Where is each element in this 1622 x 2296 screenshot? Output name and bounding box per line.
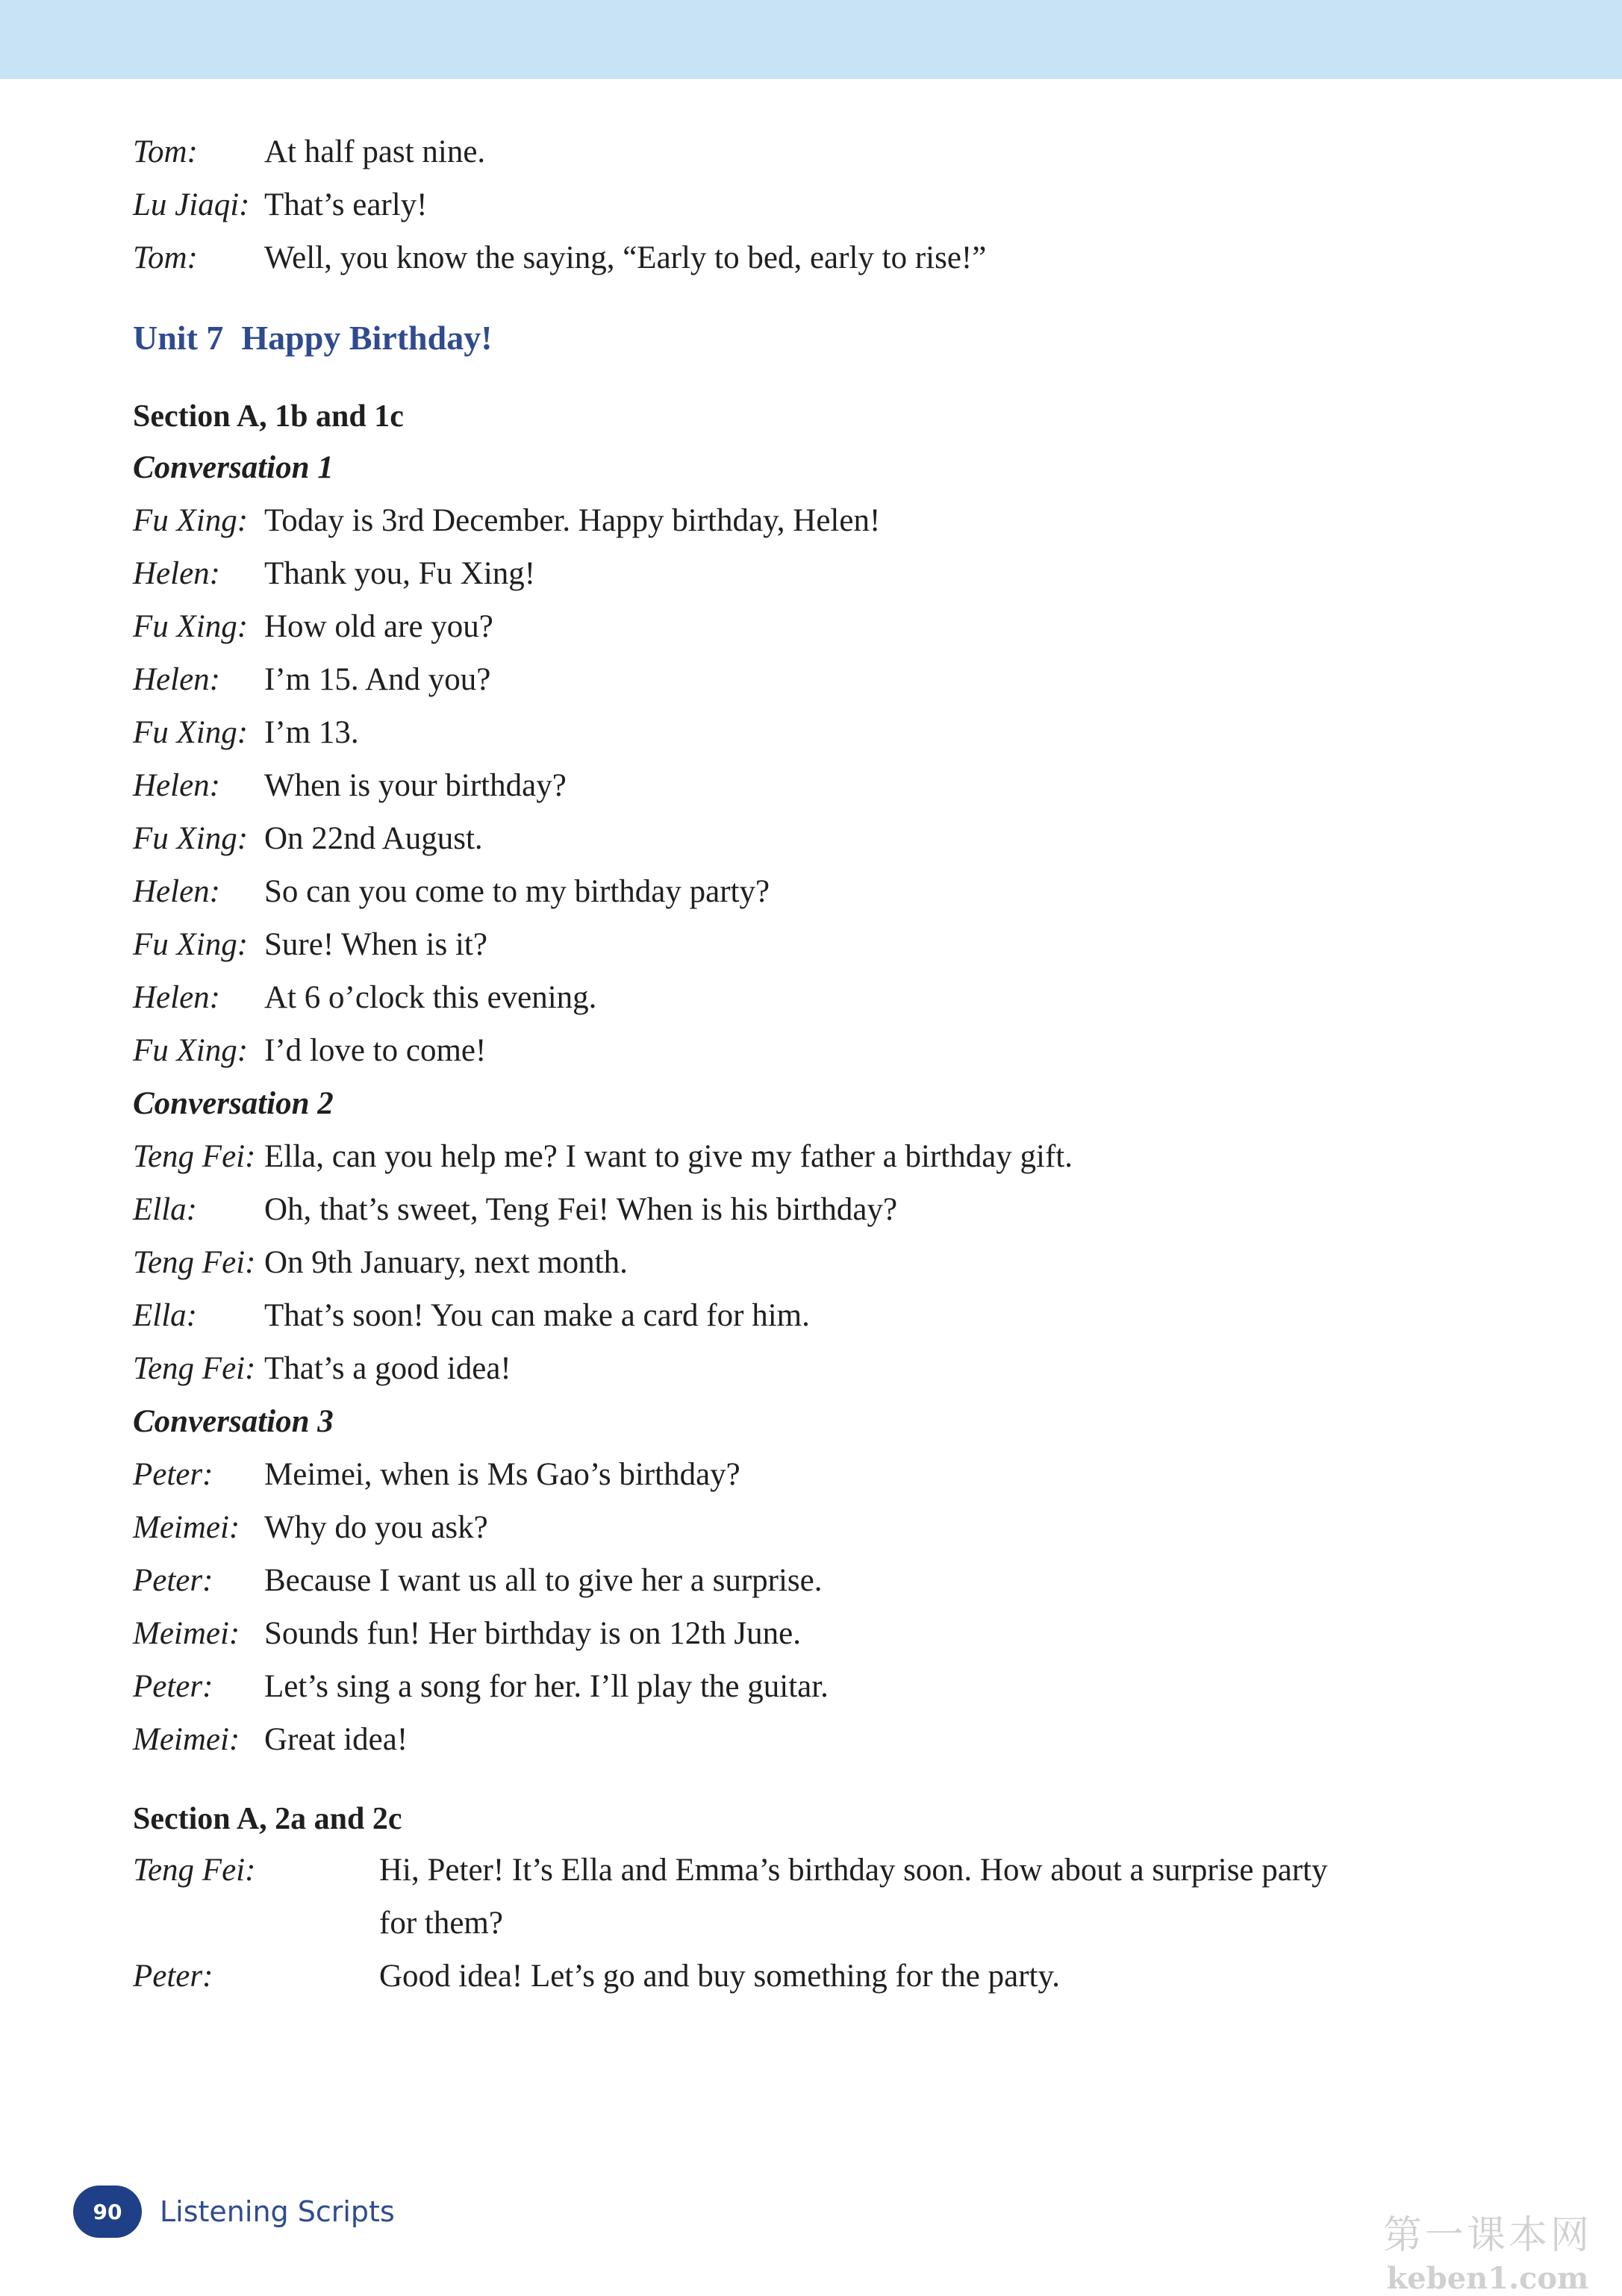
- utterance: That’s early!: [264, 187, 428, 222]
- dialogue-line: [133, 600, 1476, 653]
- speaker: Fu Xing:: [133, 609, 249, 644]
- page-number-badge: 90: [73, 2186, 142, 2238]
- unit-number: Unit 7: [133, 319, 224, 357]
- speaker: Meimei:: [133, 1510, 240, 1545]
- dialogue-line: [133, 1342, 1476, 1395]
- dialogue-line: [133, 178, 1476, 231]
- dialogue-line: [133, 1024, 1476, 1077]
- unit-heading: [133, 311, 1476, 365]
- dialogue-line-continuation: [133, 1897, 1476, 1950]
- dialogue-line: [133, 125, 1476, 178]
- previous-dialogue: [133, 125, 1476, 284]
- dialogue-line: [133, 1713, 1476, 1766]
- utterance: Today is 3rd December. Happy birthday, Helen!: [264, 503, 881, 538]
- dialogue-line: [133, 865, 1476, 918]
- top-banner: [0, 0, 1622, 79]
- unit-title: Happy Birthday!: [241, 319, 493, 357]
- speaker: Fu Xing:: [133, 503, 249, 538]
- utterance: I’m 15. And you?: [264, 662, 491, 697]
- utterance: Thank you, Fu Xing!: [264, 556, 536, 591]
- utterance: Hi, Peter! It’s Ella and Emma’s birthday soon. How about a surprise party: [379, 1853, 1328, 1888]
- dialogue-line: [133, 494, 1476, 547]
- dialogue-line: [133, 1844, 1476, 1897]
- utterance: Let’s sing a song for her. I’ll play the guitar.: [264, 1669, 829, 1704]
- utterance: Oh, that’s sweet, Teng Fei! When is his birthday?: [264, 1192, 898, 1227]
- dialogue-line: [133, 918, 1476, 971]
- dialogue-line: [133, 1660, 1476, 1713]
- dialogue-line: [133, 547, 1476, 600]
- utterance: At 6 o’clock this evening.: [264, 980, 597, 1015]
- speaker: Peter:: [133, 1669, 213, 1704]
- watermark-text: 第一课本网: [1382, 2213, 1592, 2258]
- utterance: Ella, can you help me? I want to give my father a birthday gift.: [264, 1139, 1073, 1174]
- dialogue-line: [133, 653, 1476, 706]
- dialogue-line: [133, 1950, 1476, 2003]
- speaker: Meimei:: [133, 1616, 240, 1651]
- speaker: Teng Fei:: [133, 1139, 256, 1174]
- speaker: Peter:: [133, 1959, 213, 1994]
- speaker: Teng Fei:: [133, 1351, 256, 1386]
- utterance: Meimei, when is Ms Gao’s birthday?: [264, 1457, 740, 1492]
- dialogue-line: [133, 971, 1476, 1024]
- speaker: Teng Fei:: [133, 1853, 256, 1888]
- utterance: Good idea! Let’s go and buy something for the party.: [379, 1959, 1060, 1994]
- utterance: That’s a good idea!: [264, 1351, 511, 1386]
- speaker: Ella:: [133, 1192, 197, 1227]
- speaker: Helen:: [133, 980, 220, 1015]
- page-footer: [73, 2186, 395, 2238]
- utterance: When is your birthday?: [264, 768, 567, 803]
- speaker: Fu Xing:: [133, 927, 249, 962]
- dialogue-line: [133, 231, 1476, 284]
- dialogue-line: [133, 1289, 1476, 1342]
- listening-scripts-content: [133, 125, 1476, 2003]
- speaker: Helen:: [133, 662, 220, 697]
- utterance: Why do you ask?: [264, 1510, 488, 1545]
- speaker: Tom:: [133, 134, 198, 169]
- running-footer-title: Listening Scripts: [160, 2195, 395, 2228]
- utterance: Sounds fun! Her birthday is on 12th June.: [264, 1616, 801, 1651]
- speaker: Helen:: [133, 768, 220, 803]
- dialogue-line: [133, 1501, 1476, 1554]
- dialogue-line: [133, 1607, 1476, 1660]
- speaker: Peter:: [133, 1563, 213, 1598]
- utterance: Because I want us all to give her a surprise.: [264, 1563, 823, 1598]
- dialogue-line: [133, 706, 1476, 759]
- dialogue-line: [133, 759, 1476, 812]
- speaker: Ella:: [133, 1298, 197, 1333]
- speaker: Helen:: [133, 556, 220, 591]
- dialogue-line: [133, 1183, 1476, 1236]
- dialogue-line: [133, 1130, 1476, 1183]
- speaker: Fu Xing:: [133, 1033, 249, 1068]
- utterance: I’m 13.: [264, 715, 359, 750]
- conversation-heading: Conversation 2: [133, 1086, 334, 1121]
- speaker: Teng Fei:: [133, 1245, 256, 1280]
- dialogue-line: [133, 812, 1476, 865]
- conversation-heading: Conversation 1: [133, 450, 334, 485]
- utterance: How old are you?: [264, 609, 493, 644]
- speaker: Peter:: [133, 1457, 213, 1492]
- speaker: Fu Xing:: [133, 715, 249, 750]
- utterance: On 22nd August.: [264, 821, 483, 856]
- utterance: At half past nine.: [264, 134, 486, 169]
- utterance: Great idea!: [264, 1722, 408, 1757]
- speaker: Tom:: [133, 240, 198, 275]
- section-heading: Section A, 1b and 1c: [133, 399, 404, 434]
- speaker: Helen:: [133, 874, 220, 909]
- utterance: for them?: [379, 1906, 503, 1941]
- watermark-url: keben1.com: [1386, 2261, 1589, 2296]
- utterance: So can you come to my birthday party?: [264, 874, 770, 909]
- speaker: Fu Xing:: [133, 821, 249, 856]
- section-heading: Section A, 2a and 2c: [133, 1802, 402, 1836]
- conversation-heading: Conversation 3: [133, 1404, 334, 1439]
- utterance: That’s soon! You can make a card for him.: [264, 1298, 810, 1333]
- utterance: Well, you know the saying, “Early to bed, early to rise!”: [264, 240, 987, 275]
- speaker: Lu Jiaqi:: [133, 187, 250, 222]
- utterance: I’d love to come!: [264, 1033, 487, 1068]
- speaker: Meimei:: [133, 1722, 240, 1757]
- dialogue-line: [133, 1554, 1476, 1607]
- utterance: On 9th January, next month.: [264, 1245, 628, 1280]
- utterance: Sure! When is it?: [264, 927, 487, 962]
- dialogue-line: [133, 1236, 1476, 1289]
- watermark: [1383, 2203, 1592, 2296]
- dialogue-line: [133, 1448, 1476, 1501]
